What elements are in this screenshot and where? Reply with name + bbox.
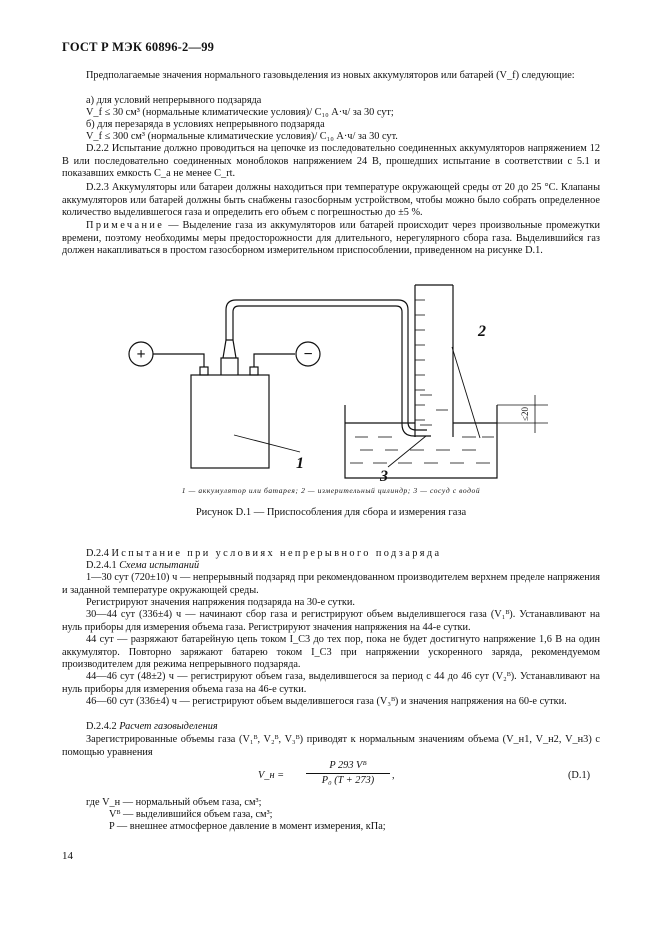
- water-vessel: [345, 405, 497, 478]
- cylinder-graduations: [415, 300, 425, 420]
- dimension-label: ≤20: [520, 407, 530, 421]
- section-d242-number: D.2.4.2: [86, 721, 117, 732]
- gas-tube-inner: [233, 306, 431, 436]
- schedule-step-2: Регистрируют значения напряжения подзаряда на 30-е сутки.: [86, 597, 355, 608]
- schedule-step-4: 44 сут — разряжают батарейную цепь током I_C3 до тех пор, пока не будет достигнуто напряжение 1,6 В на один аккумулятор. Повторно заряжают батарею током I_C3 при напряжении ускоренного заряда, рекомендуемом производителем для режима непрерывного подзаряда.: [62, 634, 600, 671]
- note-text: — Выделение газа из аккумуляторов или батарей происходит через произвольные промежутки времени, поэтому необходимы меры предосторожности для длительного, нерегулярного сбора газа. Выделившийся газ должен накапливаться в простом газосборном измерительном приспособлении, приведенном на рисунке D.1.: [62, 220, 600, 257]
- battery-terminal-left: [200, 367, 208, 375]
- battery-valve: [221, 358, 238, 375]
- figure-caption: 1 — аккумулятор или батарея; 2 — измерительный цилиндр; 3 — сосуд с водой: [181, 486, 481, 495]
- intro-paragraph: Предполагаемые значения нормального газовыделения из новых аккумуляторов или батарей (V_f) следующие:: [86, 70, 575, 81]
- definition-p: P — внешнее атмосферное давление в момент измерения, кПа;: [109, 821, 386, 832]
- section-d24: [86, 548, 442, 561]
- negative-wire: [254, 354, 295, 367]
- section-d241-title: Схема испытаний: [119, 560, 200, 571]
- leader-3: [388, 436, 426, 467]
- section-d242: [86, 721, 218, 734]
- condition-b: б) для перезаряда в условиях непрерывного подзаряда: [86, 119, 325, 130]
- leader-2: [452, 347, 480, 438]
- gas-tube-outer: [226, 300, 427, 430]
- equation-comma: ,: [392, 770, 395, 781]
- figure-title: Рисунок D.1 — Приспособления для сбора и измерения газа: [195, 507, 467, 518]
- condition-b-value: V_f ≤ 300 см³ (нормальные климатические условия)/ C₁₀ А·ч/ за 30 сут.: [86, 131, 398, 142]
- condition-a-value: V_f ≤ 30 см³ (нормальные климатические условия)/ C₁₀ А·ч/ за 30 сут;: [86, 107, 394, 118]
- schedule-step-6: 46—60 сут (336±4) ч — регистрируют объем выделившегося газа (V₃ᴮ) и значения напряжения на 60-е сутки.: [86, 696, 567, 707]
- condition-a: а) для условий непрерывного подзаряда: [86, 95, 262, 106]
- equation-numerator: P 293 Vᴮ: [329, 760, 367, 771]
- valve-nozzle: [223, 340, 236, 358]
- section-d24-number: D.2.4: [86, 548, 109, 559]
- equation-lhs: V_н =: [258, 770, 285, 781]
- schedule-step-3: 30—44 сут (336±4) ч — начинают сбор газа и регистрируют объем выделившегося газа (V₁ᴮ). Устанавливают на нуль приборы для измерения объема газа. Регистрируют значения напряжения на 44-е сутки.: [62, 609, 600, 633]
- equation-denominator: P₀ (T + 273): [321, 775, 375, 786]
- battery-box: [191, 375, 269, 468]
- schedule-step-1: 1—30 сут (720±10) ч — непрерывный подзаряд при рекомендованном производителем верхнем пределе напряжения и заданной температуре окружающей среды.: [62, 572, 600, 596]
- label-2: 2: [478, 323, 486, 340]
- section-d241-number: D.2.4.1: [86, 560, 117, 571]
- leader-1: [234, 435, 300, 452]
- definition-vn: где V_н — нормальный объем газа, см³;: [86, 797, 262, 808]
- schedule-step-5: 44—46 сут (48±2) ч — регистрируют объем газа, выделившегося за период с 44 до 46 сут (V₂ᴮ). Устанавливают на нуль приборы для измерения объема газа на 46-е сутки.: [62, 671, 600, 695]
- measuring-cylinder: [415, 285, 453, 430]
- clause-d23: D.2.3 Аккумуляторы или батареи должны находиться при температуре окружающей среды от 20 до 25 °С. Клапаны аккумуляторов или батарей должны быть снабжены газосборным устройством, чтобы можно было собрать определенное количество выделившегося газа и определить его объем с погрешностью до ±5 %.: [62, 182, 600, 219]
- document-header: ГОСТ Р МЭК 60896-2—99: [62, 40, 215, 54]
- label-3: 3: [380, 468, 388, 485]
- label-1: 1: [296, 455, 304, 472]
- minus-icon: −: [303, 346, 313, 363]
- calc-paragraph: Зарегистрированные объемы газа (V₁ᴮ, V₂ᴮ, V₃ᴮ) приводят к нормальным значениям объема (V_н1, V_н2, V_н3) с помощью уравнения: [62, 734, 600, 758]
- battery-terminal-right: [250, 367, 258, 375]
- section-d24-title: Испытание при условиях непрерывного подзаряда: [111, 548, 442, 559]
- section-d242-title: Расчет газовыделения: [119, 721, 218, 732]
- equation-number: (D.1): [568, 770, 591, 781]
- positive-wire: [153, 354, 204, 367]
- note-label: Примечание: [86, 220, 165, 231]
- clause-d22: D.2.2 Испытание должно проводиться на цепочке из последовательно соединенных аккумуляторов напряжением 12 В или последовательно соединенных моноблоков напряжением 24 В, прошедших испытание в соответствии с 5.1 и показавших емкость C_a не менее C_rt.: [62, 143, 600, 180]
- definition-vb: Vᴮ — выделившийся объем газа, см³;: [109, 809, 273, 820]
- plus-icon: +: [136, 346, 146, 363]
- fraction-bar: [306, 773, 390, 774]
- section-d241: [86, 560, 199, 573]
- page-number: 14: [62, 850, 73, 862]
